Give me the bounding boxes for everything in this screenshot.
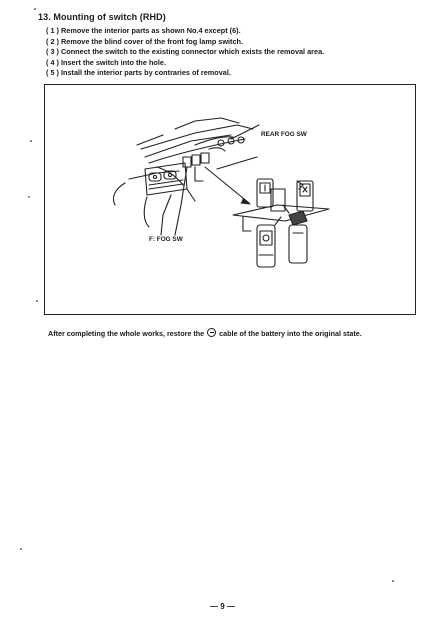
step-list (46, 26, 324, 79)
scan-speck (392, 580, 394, 582)
connector-module (289, 211, 307, 263)
note-text-before: After completing the whole works, restore the (48, 329, 207, 338)
scan-speck (20, 548, 22, 550)
step-item: ( 2 ) Remove the blind cover of the front fog lamp switch. (46, 36, 244, 46)
front-fog-leader (175, 167, 187, 235)
scan-speck (34, 8, 36, 10)
section-heading: 13. Mounting of switch (RHD) (38, 12, 166, 22)
step-item: ( 1 ) Remove the interior parts as shown No.4 except (6). (46, 26, 241, 35)
arrow-line (205, 167, 249, 203)
front-fog-switch-module (257, 225, 275, 267)
negative-terminal-icon (207, 328, 216, 337)
step-item: ( 3 ) Connect the switch to the existing connector which exists the removal area. (46, 47, 325, 57)
mounting-plate (233, 205, 329, 221)
battery-note (48, 328, 362, 338)
dashboard-illustration (45, 85, 417, 316)
dashboard-drawing (113, 118, 253, 235)
note-text-after: cable of the battery into the original state. (217, 329, 362, 338)
page-number: — 9 — (210, 602, 235, 611)
switch-mounting-figure (44, 84, 416, 315)
front-fog-label: F: FOG SW (149, 236, 183, 243)
step-item: ( 4 ) Insert the switch into the hole. (46, 57, 167, 67)
scan-speck (28, 196, 30, 198)
scan-speck (30, 140, 32, 142)
step-item: ( 5 ) Install the interior parts by contraries of removal. (46, 68, 231, 78)
rear-fog-label: REAR FOG SW (261, 131, 307, 138)
scan-speck (36, 300, 38, 302)
rear-fog-switch-module (257, 179, 285, 211)
